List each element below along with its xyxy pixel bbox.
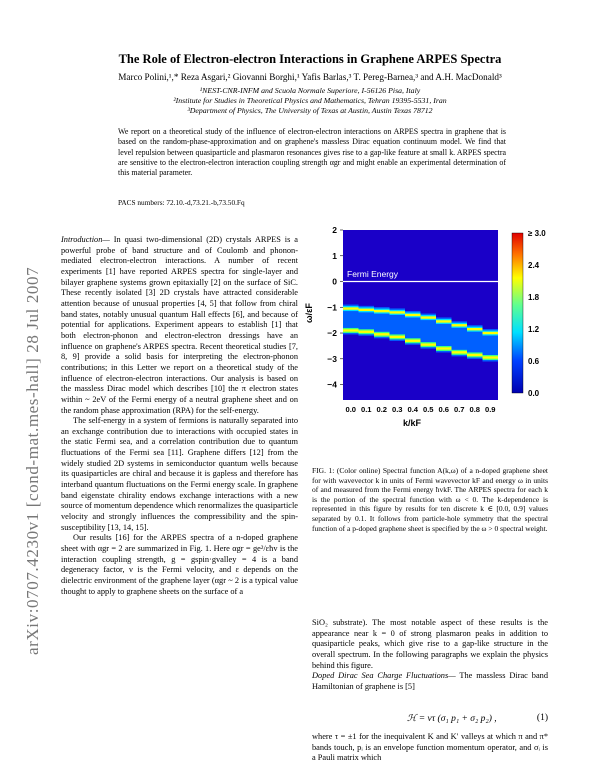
quasiparticle-peak xyxy=(343,307,359,309)
colorbar-tick-label: 0.6 xyxy=(528,357,540,366)
section-lead: Doped Dirac Sea Charge Fluctuations— xyxy=(312,671,456,681)
arxiv-sidebar-stamp xyxy=(4,140,54,660)
plasmaron-peak xyxy=(452,351,468,353)
x-tick-label: 0.9 xyxy=(484,405,496,414)
plasmaron-peak xyxy=(405,340,421,342)
colorbar-tick-label: 2.4 xyxy=(528,261,540,270)
x-axis-ticks xyxy=(345,405,495,414)
spectral-function-figure xyxy=(300,225,550,465)
x-tick-label: 0.8 xyxy=(469,405,481,414)
colorbar-ticks xyxy=(528,229,546,398)
x-tick-label: 0.6 xyxy=(438,405,450,414)
y-axis-ticks xyxy=(327,225,343,390)
y-tick-label: 2 xyxy=(332,225,337,235)
fermi-energy-label: Fermi Energy xyxy=(347,269,399,279)
plasmaron-peak xyxy=(467,354,483,356)
quasiparticle-peak xyxy=(452,324,468,326)
y-tick-label: 1 xyxy=(332,250,337,261)
quasiparticle-peak xyxy=(421,316,437,318)
column-left xyxy=(61,235,298,597)
x-tick-label: 0.4 xyxy=(407,405,419,414)
plasmaron-peak xyxy=(390,336,406,338)
equation-1 xyxy=(312,713,548,727)
section-lead: Introduction— xyxy=(61,235,110,244)
quasiparticle-peak xyxy=(359,309,375,311)
plasmaron-peak xyxy=(436,347,452,349)
colorbar-tick-label: 1.8 xyxy=(528,293,540,302)
plasmaron-peak xyxy=(374,333,390,335)
x-tick-label: 0.0 xyxy=(345,405,357,414)
x-tick-label: 0.1 xyxy=(360,405,372,414)
quasiparticle-peak xyxy=(436,320,452,322)
colorbar xyxy=(512,233,523,393)
pacs-numbers: PACS numbers: 72.10.-d,73.21.-b,73.50.Fq xyxy=(118,198,245,207)
affiliation-3: ³Department of Physics, The University of Texas at Austin, Austin Texas 78712 xyxy=(187,106,433,115)
y-axis-label: ω/εF xyxy=(304,303,314,323)
equation-body: ℋ = vτ (σ₁ p₁ + σ₂ p₂) , xyxy=(407,714,497,724)
paragraph-intro: Introduction— In quasi two-dimensional (2D) crystals ARPES is a powerful probe of band structure and of Coulomb and phonon-mediated electron-electron interactions. A number of recent experiments [1] have reported ARPES spectra for single-layer and bilayer graphene systems grown epitaxially [2] on the surface of SiC. These recently isolated [3] 2D crystals have attracted considerable attention because of unusual properties [4, 5] that follow from chiral band states, notably unusual quantum Hall effects [6], and because of potential for applications. Experiment appears to establish [1] that both electron-phonon and electron-electron dressings have an influence on graphene's ARPES spectra. Recent theoretical studies [7, 8, 9] provide a solid basis for interpreting the electron-phonon contributions; in this Letter we report on a theoretical study of the influence of electron-electron interactions. Our analysis is based on the massless Dirac model which describes [10] the π electron states within ~ 2eV of the Fermi energy of a neutral graphene sheet and on the random phase approximation (RPA) for the self-energy. xyxy=(61,235,298,415)
plasmaron-peak xyxy=(343,329,359,331)
x-axis-label: k/kF xyxy=(402,418,422,428)
column-right xyxy=(312,618,548,693)
colorbar-tick-label: ≥ 3.0 xyxy=(528,229,546,238)
arxiv-id: arXiv:0707.4230v1 [cond-mat.mes-hall] 28 Jul 2007 xyxy=(23,266,42,655)
y-tick-label: −2 xyxy=(327,328,337,339)
equation-number: (1) xyxy=(536,713,548,723)
paper-title: The Role of Electron-electron Interactions in Graphene ARPES Spectra xyxy=(118,52,502,66)
y-tick-label: 0 xyxy=(332,276,337,287)
author-list: Marco Polini,¹,* Reza Asgari,² Giovanni Borghi,¹ Yafis Barlas,³ T. Pereg-Barnea,³ and A.H. MacDonald³ xyxy=(118,72,502,82)
y-tick-label: −4 xyxy=(327,379,337,390)
paragraph-where: where τ = ±1 for the inequivalent K and K′ valleys at which π and π* bands touch, pᵢ is an envelope function momentum operator, and σᵢ is a Pauli matrix which xyxy=(312,732,548,763)
x-tick-label: 0.2 xyxy=(376,405,388,414)
x-tick-label: 0.5 xyxy=(422,405,434,414)
x-tick-label: 0.3 xyxy=(391,405,403,414)
quasiparticle-peak xyxy=(390,311,406,313)
affiliation-1: ¹NEST-CNR-INFM and Scuola Normale Superiore, I-56126 Pisa, Italy xyxy=(199,86,421,95)
figure-caption: FIG. 1: (Color online) Spectral function A(k,ω) of a n-doped graphene sheet for with wavevector k in units of Fermi wavevector kF and energy ω in units of and measured from the Fermi energy ħvkF. The ARPES spectra for each k is the portion of the spectral function with ω < 0. The k-dependence is represented in this figure by results for ten discrete k ∈ [0.0, 0.9] values separated by 0.1. It follows from particle-hole symmetry that the spectral function of a p-doped graphene sheet is specified by the ω > 0 spectral weight. xyxy=(312,466,548,533)
x-tick-label: 0.7 xyxy=(453,405,465,414)
quasiparticle-peak xyxy=(374,310,390,312)
plasmaron-peak xyxy=(483,356,499,358)
y-tick-label: −1 xyxy=(327,302,337,313)
paragraph-substrate: SiO₂ substrate). The most notable aspect of these results is the appearance near k = 0 of strong plasmaron peaks in addition to quasiparticle peaks, which give rise to a gap-like structure in the overall spectrum. In the following paragraphs we explain the physics behind this figure. xyxy=(312,618,548,670)
quasiparticle-peak xyxy=(467,328,483,330)
paragraph-doped-dirac: Doped Dirac Sea Charge Fluctuations— The massless Dirac band Hamiltonian of graphene is [5] xyxy=(312,671,548,691)
quasiparticle-peak xyxy=(483,332,499,334)
colorbar-tick-label: 0.0 xyxy=(528,389,540,398)
affiliation-2: ²Institute for Studies in Theoretical Physics and Mathematics, Tehran 19395-5531, Iran xyxy=(173,96,447,105)
abstract: We report on a theoretical study of the influence of electron-electron interactions on ARPES spectra in graphene that is based on the random-phase-approximation and on graphene's massless Dirac equation continuum model. We find that level repulsion between quasiparticle and plasmaron resonances gives rise to a gap-like feature at small k. ARPES spectra are sensitive to the electron-electron interaction coupling strength αgr and might enable an experimental determination of this material parameter. xyxy=(118,127,506,178)
plasmaron-peak xyxy=(359,331,375,333)
plasmaron-peak xyxy=(421,343,437,345)
colorbar-tick-label: 1.2 xyxy=(528,325,540,334)
paragraph-results: Our results [16] for the ARPES spectra of a n-doped graphene sheet with αgr = 2 are summarized in Fig. 1. Here αgr = ge²/εħv is the interaction coupling strength, g = gspin·gvalley = 4 is a band degeneracy factor, v is the Fermi velocity, and ε depends on the dielectric environment of the graphene layer (αgr ~ 2 is a typical value thought to apply to graphene sheets on the surface of a xyxy=(61,533,298,596)
quasiparticle-peak xyxy=(405,314,421,316)
paragraph-self-energy: The self-energy in a system of fermions is naturally separated into an exchange contribution due to interactions with occupied states in the static Fermi sea, and a correlation contribution due to quantum fluctuations of the Fermi sea [11]. Graphene differs [12] from the widely studied 2D systems in semiconductor quantum wells because its quasiparticles are chiral and because it is gapless and therefore has interband quantum fluctuations on the Fermi energy scale. In graphene band eigenstate chirality endows exchange interactions with a new source of momentum dependence which renormalizes the quasiparticle velocity and strongly influences the compressibility and the spin-susceptibility [13, 14, 15]. xyxy=(61,416,299,532)
y-tick-label: −3 xyxy=(327,353,337,364)
